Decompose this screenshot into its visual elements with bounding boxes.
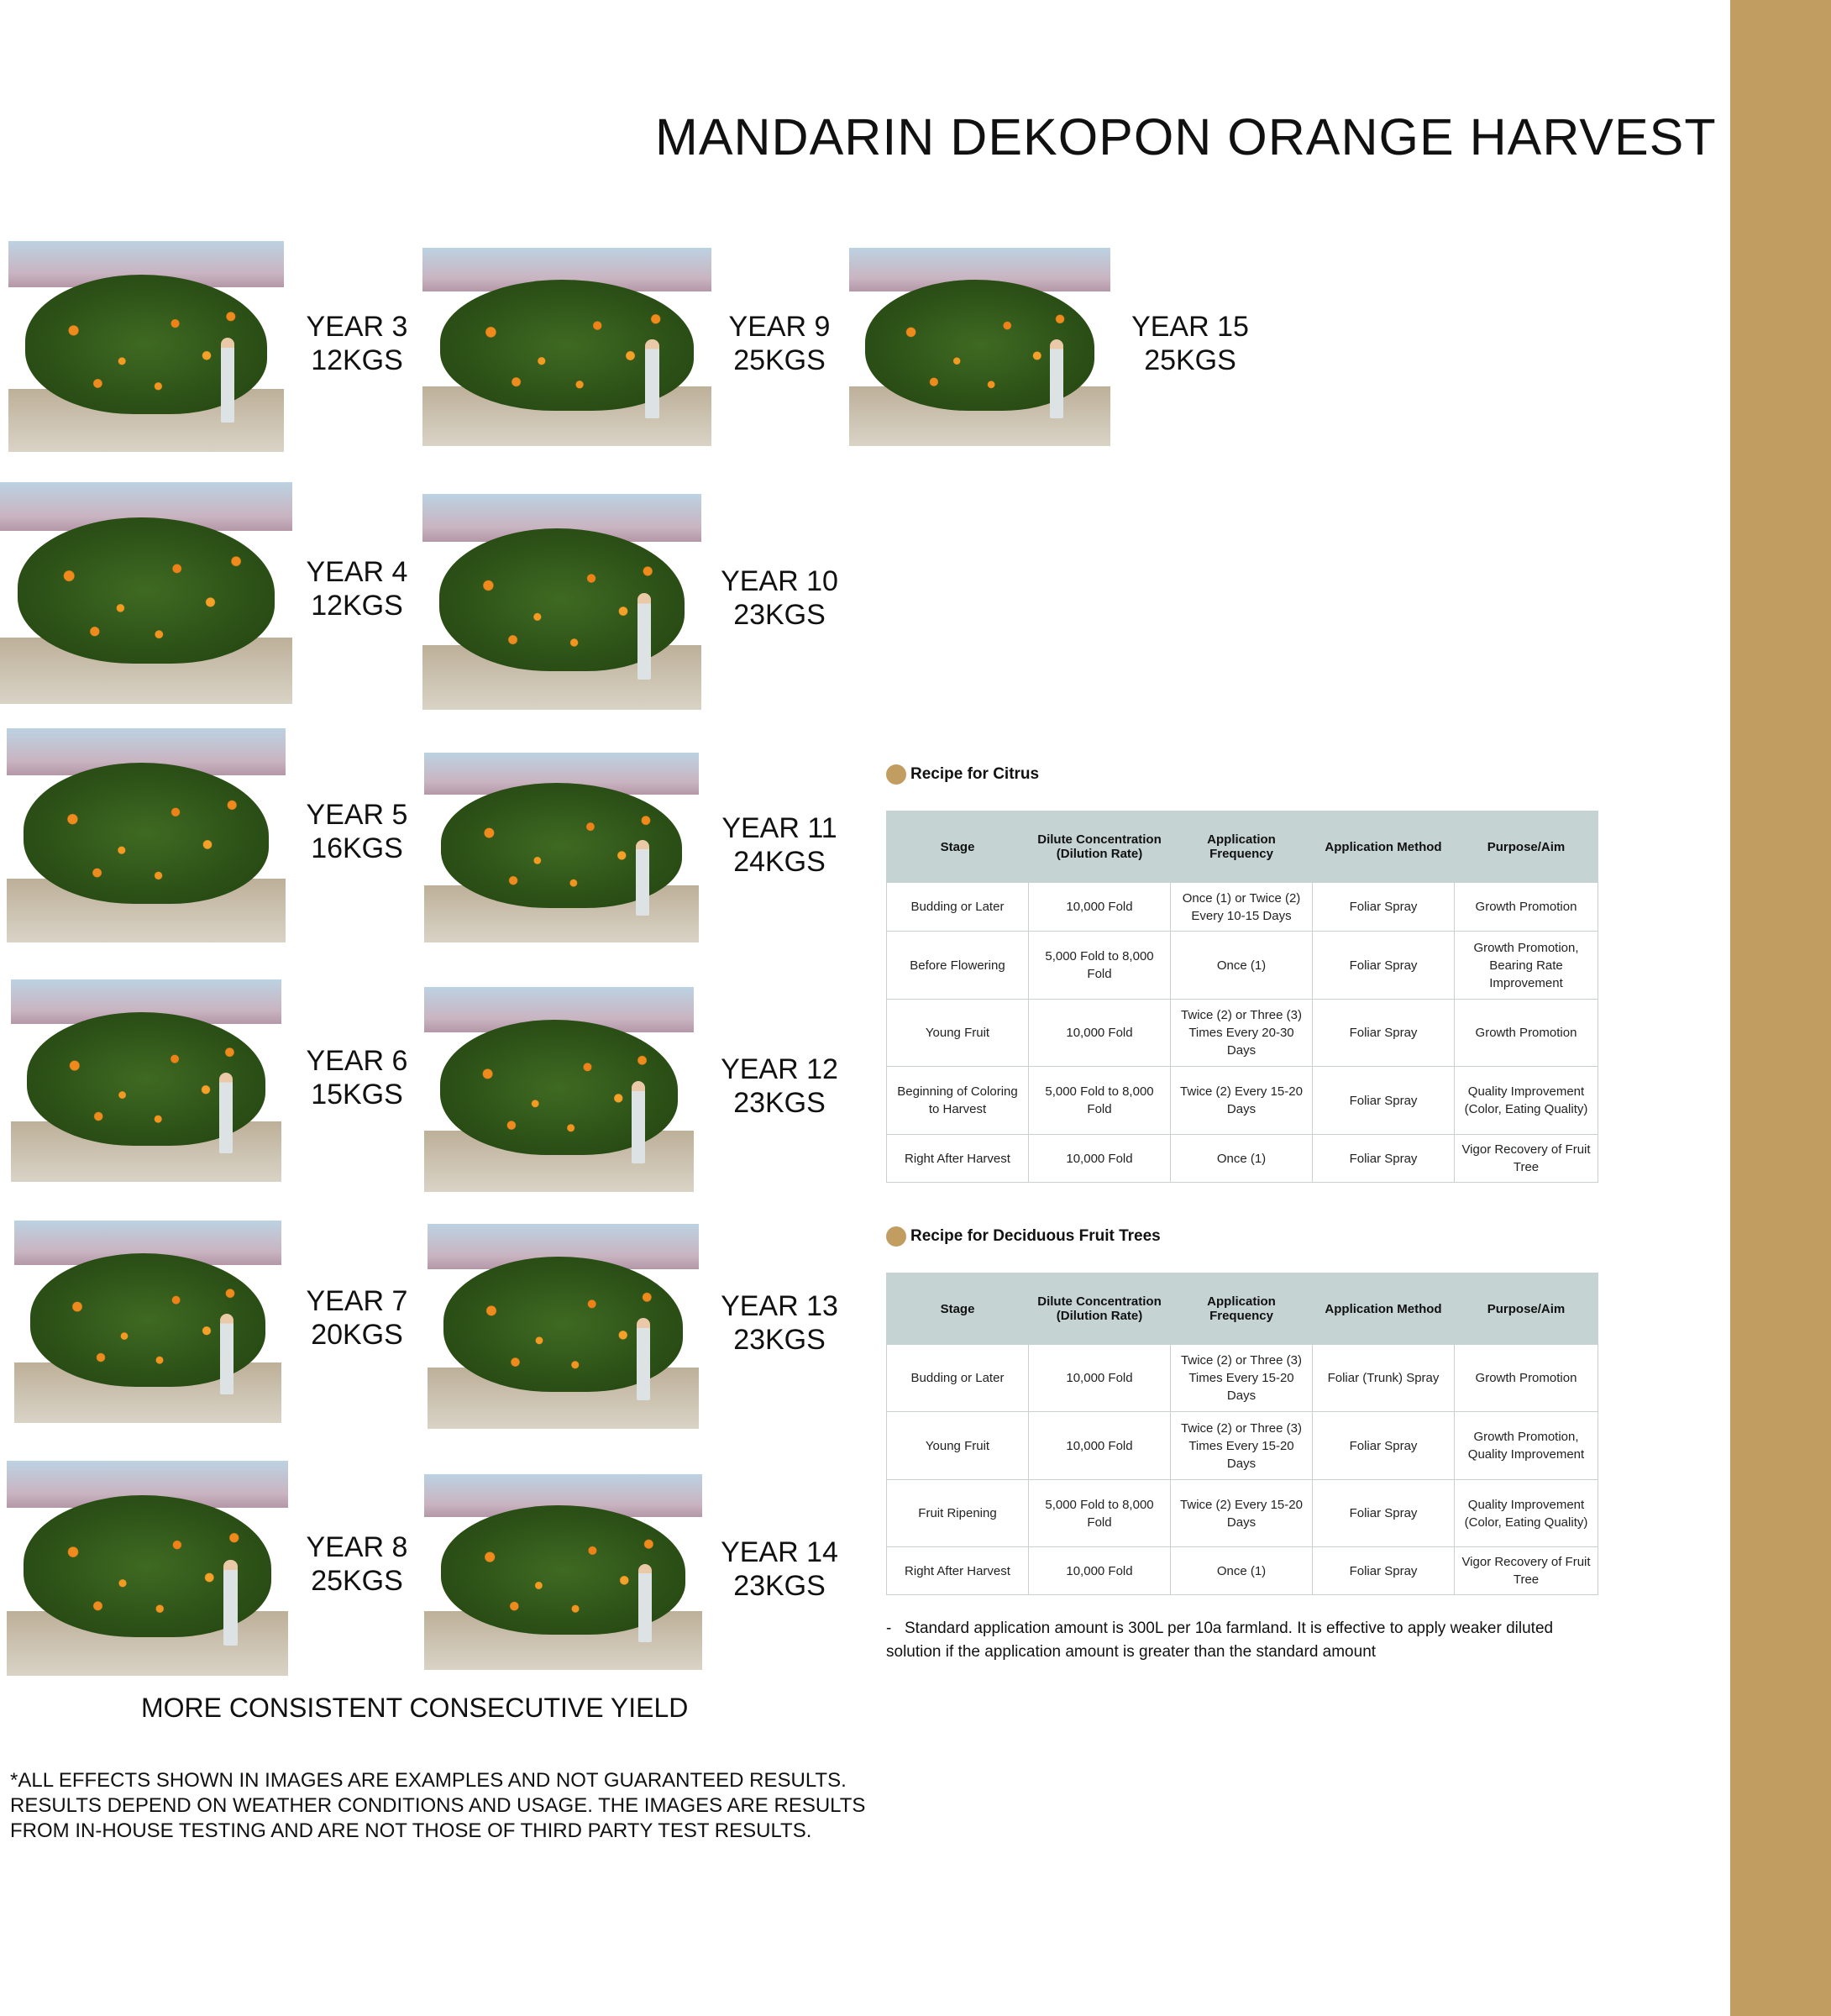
deciduous-recipe-table (886, 1273, 1598, 1595)
table-header-row (887, 811, 1598, 883)
table-row (887, 1345, 1598, 1412)
table-cell: Once (1) or Twice (2) Every 10-15 Days (1171, 883, 1313, 932)
year-label: YEAR 15 25KGS (1131, 311, 1249, 376)
table-row (887, 1135, 1598, 1183)
table-cell: Right After Harvest (887, 1547, 1029, 1595)
table-row (887, 1412, 1598, 1480)
table-cell: Once (1) (1171, 1135, 1313, 1183)
year-label: YEAR 4 12KGS (306, 556, 408, 622)
table-cell: Growth Promotion (1455, 1345, 1598, 1412)
table-cell: Beginning of Coloring to Harvest (887, 1067, 1029, 1135)
table-cell: Growth Promotion, Bearing Rate Improvement (1455, 932, 1598, 1000)
citrus-recipe-heading: Recipe for Citrus (886, 764, 1039, 785)
year-label: YEAR 10 23KGS (721, 565, 838, 631)
column-header: Purpose/Aim (1455, 1273, 1598, 1345)
application-note (886, 1617, 1575, 1664)
table-cell: 5,000 Fold to 8,000 Fold (1029, 1480, 1171, 1547)
table-cell: 10,000 Fold (1029, 1000, 1171, 1067)
table-cell: Before Flowering (887, 932, 1029, 1000)
table-row (887, 1480, 1598, 1547)
column-header: Application Method (1313, 811, 1455, 883)
table-cell: Vigor Recovery of Fruit Tree (1455, 1135, 1598, 1183)
photo-year-12 (424, 987, 694, 1192)
table-cell: Twice (2) or Three (3) Times Every 15-20 Days (1171, 1412, 1313, 1480)
photo-year-11 (424, 753, 699, 942)
table-cell: 5,000 Fold to 8,000 Fold (1029, 1067, 1171, 1135)
column-header: Application Frequency (1171, 811, 1313, 883)
year-label: YEAR 11 24KGS (721, 812, 837, 878)
column-header: Stage (887, 1273, 1029, 1345)
table-cell: Budding or Later (887, 883, 1029, 932)
table-row (887, 932, 1598, 1000)
year-label: YEAR 7 20KGS (306, 1285, 408, 1351)
table-cell: Foliar Spray (1313, 883, 1455, 932)
photo-year-4 (0, 482, 292, 704)
table-row (887, 1000, 1598, 1067)
table-cell: 10,000 Fold (1029, 1345, 1171, 1412)
table-cell: Foliar Spray (1313, 1547, 1455, 1595)
table-cell: Twice (2) or Three (3) Times Every 20-30 Days (1171, 1000, 1313, 1067)
citrus-recipe-table (886, 811, 1598, 1183)
table-cell: 10,000 Fold (1029, 1412, 1171, 1480)
table-cell: Twice (2) Every 15-20 Days (1171, 1067, 1313, 1135)
table-row (887, 1547, 1598, 1595)
note-text: Standard application amount is 300L per 10a farmland. It is effective to apply weaker diluted solution if the application amount is greater than the standard amount (886, 1620, 1554, 1661)
photo-year-3 (8, 241, 284, 452)
year-label: YEAR 13 23KGS (721, 1290, 838, 1356)
table-header-row (887, 1273, 1598, 1345)
table-cell: Foliar Spray (1313, 1000, 1455, 1067)
column-header: Application Frequency (1171, 1273, 1313, 1345)
table-cell: Young Fruit (887, 1412, 1029, 1480)
column-header: Stage (887, 811, 1029, 883)
table-cell: Growth Promotion, Quality Improvement (1455, 1412, 1598, 1480)
table-cell: Twice (2) or Three (3) Times Every 15-20 Days (1171, 1345, 1313, 1412)
photo-year-13 (428, 1224, 699, 1429)
year-label: YEAR 8 25KGS (306, 1531, 408, 1597)
table-cell: Foliar Spray (1313, 1135, 1455, 1183)
table-cell: Quality Improvement (Color, Eating Quality) (1455, 1480, 1598, 1547)
column-header: Application Method (1313, 1273, 1455, 1345)
table-cell: Once (1) (1171, 932, 1313, 1000)
year-label: YEAR 3 12KGS (306, 311, 408, 376)
year-label: YEAR 6 15KGS (306, 1045, 408, 1110)
photo-year-8 (7, 1461, 288, 1676)
table-cell: 10,000 Fold (1029, 1135, 1171, 1183)
bullet-dot-icon (886, 764, 906, 785)
column-header: Purpose/Aim (1455, 811, 1598, 883)
disclaimer: *ALL EFFECTS SHOWN IN IMAGES ARE EXAMPLES AND NOT GUARANTEED RESULTS. RESULTS DEPEND ON WEATHER CONDITIONS AND USAGE. THE IMAGES ARE RESULTS FROM IN-HOUSE TESTING AND ARE NOT THOSE OF THIRD PARTY TEST RESULTS. (10, 1769, 866, 1842)
table-cell: Fruit Ripening (887, 1480, 1029, 1547)
table-cell: Young Fruit (887, 1000, 1029, 1067)
table-cell: Quality Improvement (Color, Eating Quality) (1455, 1067, 1598, 1135)
column-header: Dilute Concentration (Dilution Rate) (1029, 1273, 1171, 1345)
table-cell: 10,000 Fold (1029, 1547, 1171, 1595)
table-cell: Once (1) (1171, 1547, 1313, 1595)
table-cell: Foliar Spray (1313, 1067, 1455, 1135)
table-cell: Budding or Later (887, 1345, 1029, 1412)
year-label: YEAR 14 23KGS (721, 1536, 838, 1602)
photo-year-6 (11, 979, 281, 1182)
photo-year-15 (849, 248, 1110, 446)
table-cell: Twice (2) Every 15-20 Days (1171, 1480, 1313, 1547)
photo-year-5 (7, 728, 286, 942)
photo-year-7 (14, 1221, 281, 1423)
deciduous-recipe-heading: Recipe for Deciduous Fruit Trees (886, 1226, 1161, 1247)
table-cell: Growth Promotion (1455, 1000, 1598, 1067)
table-cell: Growth Promotion (1455, 883, 1598, 932)
table-cell: Foliar Spray (1313, 1480, 1455, 1547)
gold-side-bar (1730, 0, 1831, 2016)
year-label: YEAR 9 25KGS (728, 311, 831, 376)
note-dash: - (886, 1620, 892, 1637)
table-cell: 5,000 Fold to 8,000 Fold (1029, 932, 1171, 1000)
yield-tagline: MORE CONSISTENT CONSECUTIVE YIELD (141, 1693, 689, 1723)
photo-year-10 (422, 494, 701, 710)
table-row (887, 883, 1598, 932)
year-label: YEAR 5 16KGS (306, 799, 408, 864)
photo-year-9 (422, 248, 711, 446)
table-cell: Right After Harvest (887, 1135, 1029, 1183)
table-cell: Foliar Spray (1313, 1412, 1455, 1480)
table-row (887, 1067, 1598, 1135)
photo-year-14 (424, 1474, 702, 1670)
table-cell: Foliar (Trunk) Spray (1313, 1345, 1455, 1412)
year-label: YEAR 12 23KGS (721, 1053, 838, 1119)
table-cell: Vigor Recovery of Fruit Tree (1455, 1547, 1598, 1595)
column-header: Dilute Concentration (Dilution Rate) (1029, 811, 1171, 883)
bullet-dot-icon (886, 1226, 906, 1247)
page-title: MANDARIN DEKOPON ORANGE HARVEST (655, 108, 1717, 165)
table-cell: Foliar Spray (1313, 932, 1455, 1000)
table-cell: 10,000 Fold (1029, 883, 1171, 932)
